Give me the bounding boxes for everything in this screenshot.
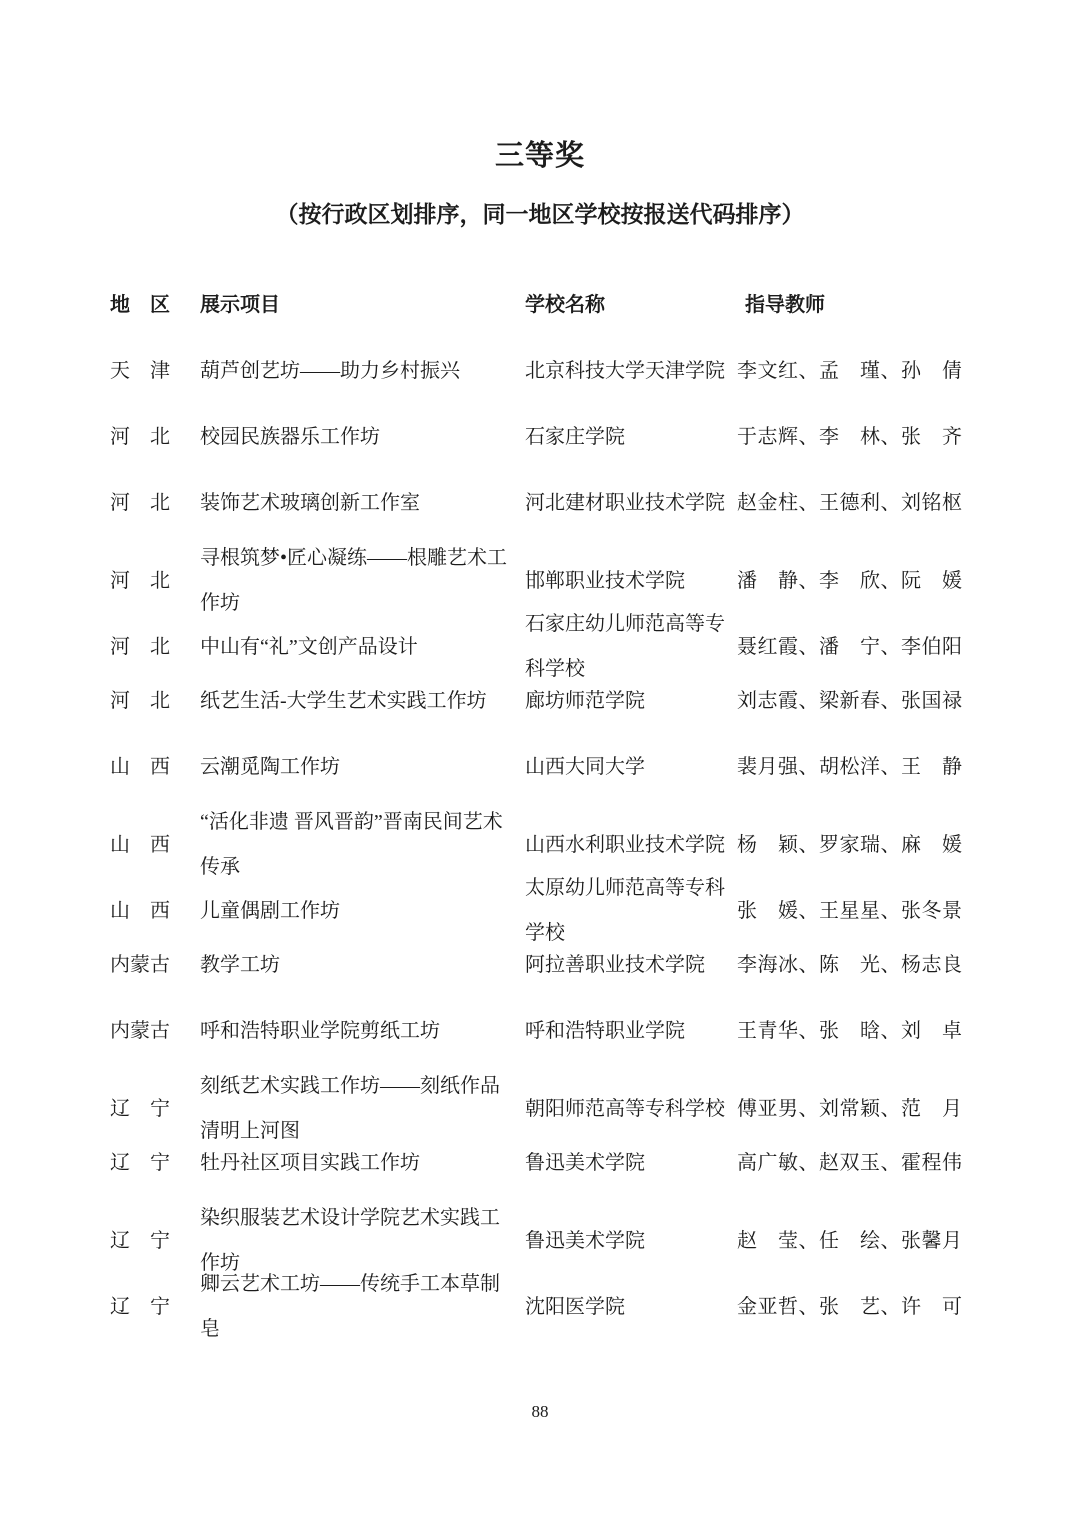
page-number: 88 (531, 1402, 549, 1421)
header-project-label: 展示项目 (200, 293, 280, 316)
school-text: 沈阳医学院 (525, 1295, 625, 1318)
project-text: 寻根筑梦•匠心凝练——根雕艺术工作坊 (200, 547, 508, 614)
school-text: 呼和浩特职业学院 (525, 1019, 685, 1042)
cell-teachers (737, 1262, 962, 1352)
school-text: 阿拉善职业技术学院 (525, 953, 705, 976)
school-text: 石家庄学院 (525, 425, 625, 448)
cell-teachers (737, 668, 962, 734)
teachers-text: 王青华、张 晗、刘 卓 (737, 1019, 962, 1042)
cell-region (110, 470, 200, 536)
region-text: 山 西 (110, 755, 170, 778)
project-text: 儿童偶剧工作坊 (200, 899, 340, 922)
school-text: 鲁迅美术学院 (525, 1151, 645, 1174)
header-cell-project (200, 272, 525, 338)
header-region-label: 地 区 (110, 293, 170, 316)
table-row (110, 734, 962, 800)
cell-region (110, 998, 200, 1064)
table-row (110, 470, 962, 536)
region-text: 辽 宁 (110, 1097, 170, 1120)
cell-school (525, 1262, 737, 1352)
school-text: 鲁迅美术学院 (525, 1229, 645, 1252)
table-row (110, 536, 962, 614)
cell-teachers (737, 338, 962, 404)
cell-teachers (737, 734, 962, 800)
project-text: 教学工坊 (200, 953, 280, 976)
cell-teachers (737, 1130, 962, 1196)
teachers-text: 刘志霞、梁新春、张国禄 (737, 689, 962, 712)
teachers-text: 潘 静、李 欣、阮 媛 (737, 569, 962, 592)
cell-region (110, 932, 200, 998)
project-text: 校园民族器乐工作坊 (200, 425, 380, 448)
cell-school (525, 734, 737, 800)
cell-teachers (737, 932, 962, 998)
cell-project (200, 404, 525, 470)
cell-teachers (737, 470, 962, 536)
region-text: 河 北 (110, 491, 170, 514)
region-text: 辽 宁 (110, 1151, 170, 1174)
cell-school (525, 668, 737, 734)
table-row (110, 602, 962, 680)
school-text: 北京科技大学天津学院 (525, 359, 725, 382)
table-row (110, 932, 962, 998)
cell-project (200, 668, 525, 734)
teachers-text: 傅亚男、刘常颖、范 月 (737, 1097, 962, 1120)
cell-school (525, 404, 737, 470)
page-title: 三等奖 (494, 140, 585, 172)
cell-project (200, 998, 525, 1064)
region-text: 山 西 (110, 899, 170, 922)
project-text: “活化非遗 晋风晋韵”晋南民间艺术传承 (200, 811, 503, 878)
table-row (110, 668, 962, 734)
project-text: 装饰艺术玻璃创新工作室 (200, 491, 420, 514)
project-text: 中山有“礼”文创产品设计 (200, 635, 418, 658)
cell-region (110, 1262, 200, 1352)
teachers-text: 聂红霞、潘 宁、李伯阳 (737, 635, 962, 658)
project-text: 牡丹社区项目实践工作坊 (200, 1151, 420, 1174)
cell-region (110, 734, 200, 800)
cell-school (525, 932, 737, 998)
school-text: 山西水利职业技术学院 (525, 833, 725, 856)
teachers-text: 李海冰、陈 光、杨志良 (737, 953, 962, 976)
teachers-text: 赵 莹、任 绘、张馨月 (737, 1229, 962, 1252)
project-text: 染织服装艺术设计学院艺术实践工作坊 (200, 1207, 500, 1274)
project-text: 刻纸艺术实践工作坊——刻纸作品清明上河图 (200, 1075, 500, 1142)
cell-school (525, 470, 737, 536)
region-text: 山 西 (110, 833, 170, 856)
teachers-text: 张 媛、王星星、张冬景 (737, 899, 962, 922)
cell-region (110, 668, 200, 734)
cell-region (110, 404, 200, 470)
cell-project (200, 734, 525, 800)
cell-school (525, 1130, 737, 1196)
table-row (110, 404, 962, 470)
cell-school (525, 338, 737, 404)
school-text: 朝阳师范高等专科学校 (525, 1097, 725, 1120)
table-row (110, 866, 962, 944)
table-row (110, 1196, 962, 1274)
header-cell-school (525, 272, 737, 338)
school-text: 河北建材职业技术学院 (525, 491, 725, 514)
teachers-text: 杨 颖、罗家瑞、麻 媛 (737, 833, 962, 856)
header-cell-region (110, 272, 200, 338)
cell-school (525, 998, 737, 1064)
school-text: 廊坊师范学院 (525, 689, 645, 712)
table-header-row (110, 272, 962, 338)
region-text: 河 北 (110, 569, 170, 592)
region-text: 河 北 (110, 635, 170, 658)
region-text: 河 北 (110, 425, 170, 448)
table-row (110, 338, 962, 404)
school-text: 太原幼儿师范高等专科学校 (525, 877, 725, 944)
table-row (110, 1064, 962, 1142)
region-text: 内蒙古 (110, 1019, 170, 1042)
teachers-text: 裴月强、胡松洋、王 静 (737, 755, 962, 778)
header-school-label: 学校名称 (525, 293, 605, 316)
cell-project (200, 932, 525, 998)
cell-project (200, 338, 525, 404)
table-row (110, 1130, 962, 1196)
project-text: 云潮觅陶工作坊 (200, 755, 340, 778)
cell-teachers (737, 998, 962, 1064)
teachers-text: 赵金柱、王德利、刘铭枢 (737, 491, 962, 514)
table-body (110, 338, 962, 1340)
cell-region (110, 1130, 200, 1196)
region-text: 辽 宁 (110, 1295, 170, 1318)
table-row (110, 1262, 962, 1340)
cell-region (110, 338, 200, 404)
awards-table (110, 272, 962, 1340)
school-text: 山西大同大学 (525, 755, 645, 778)
region-text: 内蒙古 (110, 953, 170, 976)
project-text: 葫芦创艺坊——助力乡村振兴 (200, 359, 460, 382)
page-subtitle: （按行政区划排序，同一地区学校按报送代码排序） (275, 202, 805, 227)
region-text: 辽 宁 (110, 1229, 170, 1252)
cell-project (200, 1130, 525, 1196)
cell-project (200, 1262, 525, 1352)
table-row (110, 800, 962, 878)
teachers-text: 于志辉、李 林、张 齐 (737, 425, 962, 448)
school-text: 石家庄幼儿师范高等专科学校 (525, 613, 725, 680)
table-row (110, 998, 962, 1064)
teachers-text: 高广敏、赵双玉、霍程伟 (737, 1151, 962, 1174)
project-text: 纸艺生活-大学生艺术实践工作坊 (200, 689, 487, 712)
cell-project (200, 470, 525, 536)
cell-teachers (737, 404, 962, 470)
header-cell-teachers (737, 272, 962, 338)
teachers-text: 李文红、孟 瑾、孙 倩 (737, 359, 962, 382)
project-text: 卿云艺术工坊——传统手工本草制皂 (200, 1273, 500, 1340)
region-text: 天 津 (110, 359, 170, 382)
header-teachers-label: 指导教师 (745, 293, 825, 316)
teachers-text: 金亚哲、张 艺、许 可 (737, 1295, 962, 1318)
school-text: 邯郸职业技术学院 (525, 569, 685, 592)
project-text: 呼和浩特职业学院剪纸工坊 (200, 1019, 440, 1042)
region-text: 河 北 (110, 689, 170, 712)
